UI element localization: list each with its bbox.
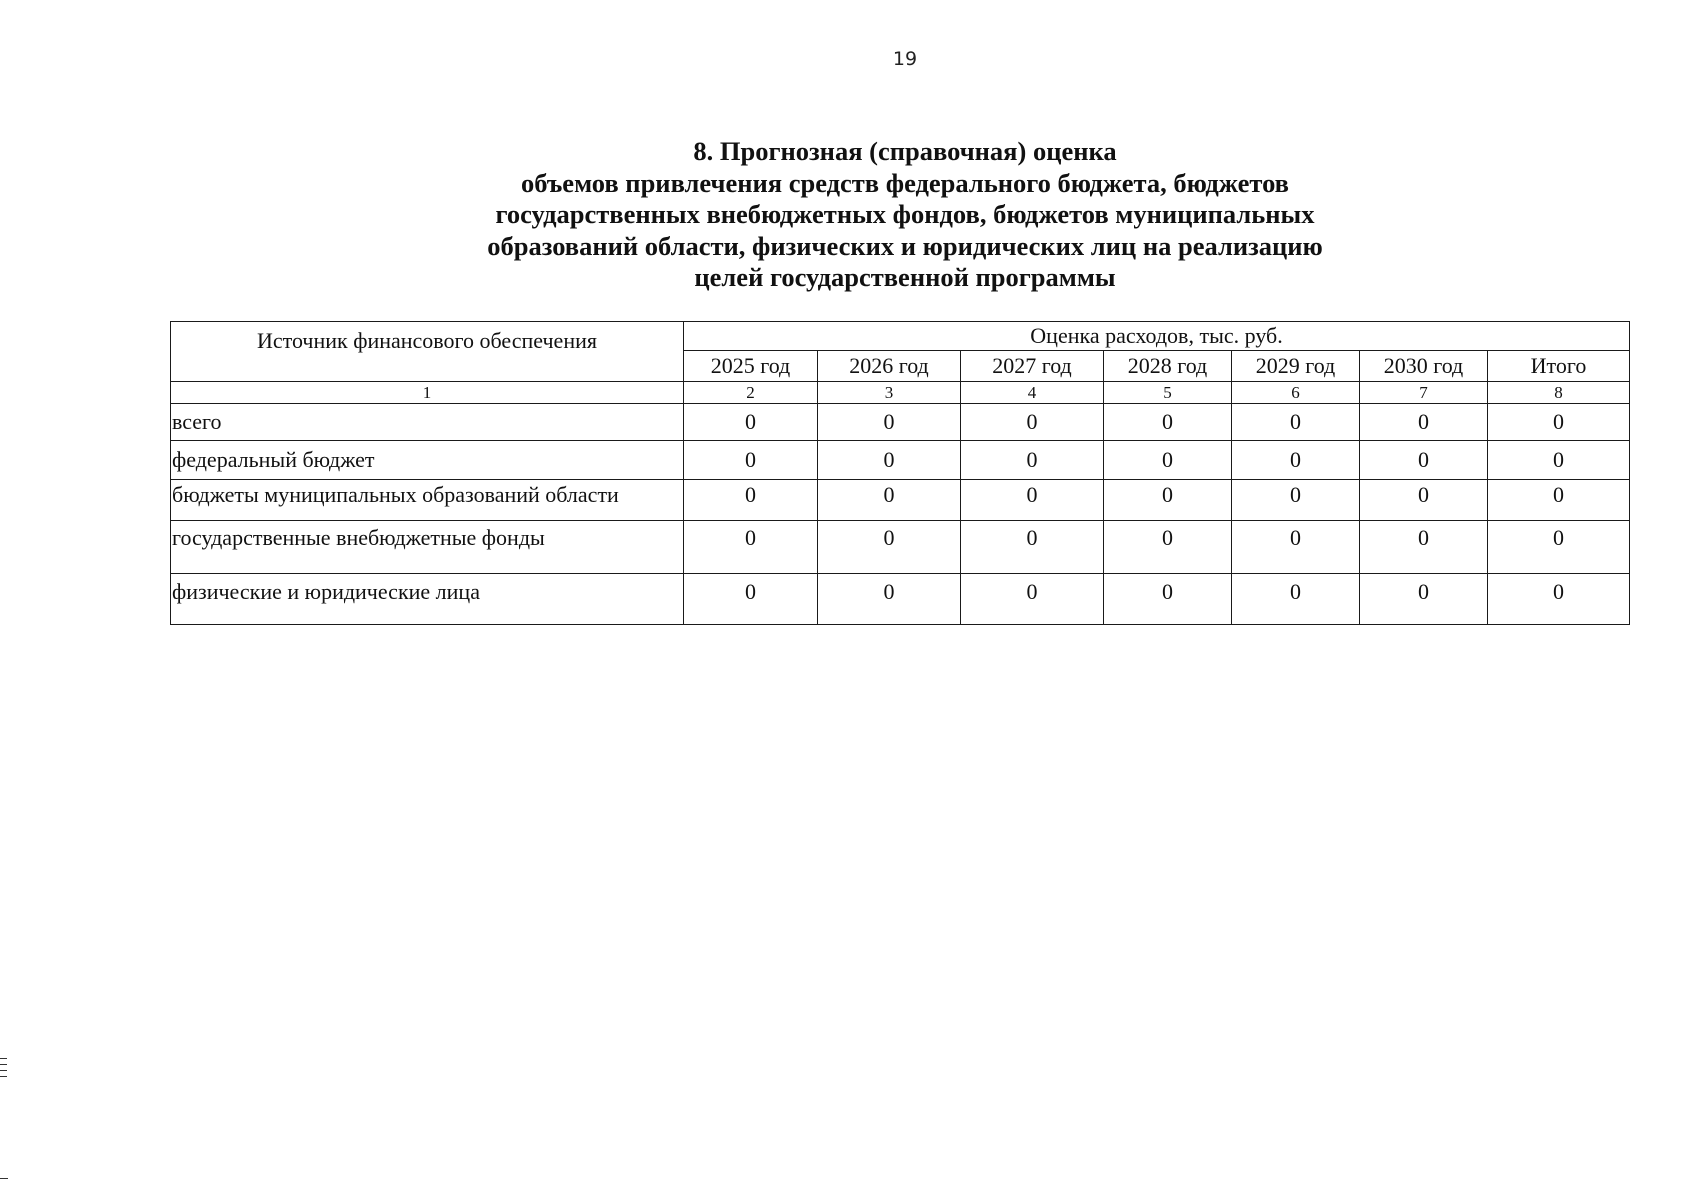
column-number: 5 bbox=[1104, 382, 1232, 404]
section-title bbox=[400, 136, 1410, 294]
table-cell: 0 bbox=[1488, 404, 1630, 441]
table-cell: 0 bbox=[1360, 574, 1488, 625]
table-row bbox=[171, 574, 1630, 625]
row-label: бюджеты муниципальных образований области bbox=[171, 480, 684, 521]
table-cell: 0 bbox=[1488, 480, 1630, 521]
title-line: государственных внебюджетных фондов, бюджетов муниципальных bbox=[495, 199, 1315, 229]
table-cell: 0 bbox=[818, 574, 961, 625]
table-cell: 0 bbox=[1232, 404, 1360, 441]
table-cell: 0 bbox=[1232, 480, 1360, 521]
title-line: объемов привлечения средств федерального бюджета, бюджетов bbox=[521, 167, 1289, 198]
table-row bbox=[171, 521, 1630, 574]
column-number: 3 bbox=[818, 382, 961, 404]
table-row bbox=[171, 404, 1630, 441]
source-column-header: Источник финансового обеспечения bbox=[171, 322, 684, 382]
table-cell: 0 bbox=[961, 441, 1104, 480]
table-cell: 0 bbox=[1360, 441, 1488, 480]
table-cell: 0 bbox=[1488, 441, 1630, 480]
row-label: государственные внебюджетные фонды bbox=[171, 521, 684, 574]
year-header-2027: 2027 год bbox=[961, 351, 1104, 382]
column-number: 7 bbox=[1360, 382, 1488, 404]
table-cell: 0 bbox=[961, 574, 1104, 625]
table-cell: 0 bbox=[961, 480, 1104, 521]
table-cell: 0 bbox=[684, 521, 818, 574]
table-cell: 0 bbox=[684, 404, 818, 441]
row-label: физические и юридические лица bbox=[171, 574, 684, 625]
title-line: целей государственной программы bbox=[694, 262, 1116, 292]
table-cell: 0 bbox=[684, 574, 818, 625]
column-number: 6 bbox=[1232, 382, 1360, 404]
column-number-row bbox=[171, 382, 1630, 404]
column-number: 8 bbox=[1488, 382, 1630, 404]
table-row bbox=[171, 480, 1630, 521]
year-header-2026: 2026 год bbox=[818, 351, 961, 382]
table-cell: 0 bbox=[818, 441, 961, 480]
title-line: образований области, физических и юридических лиц на реализацию bbox=[487, 230, 1323, 261]
scan-margin-marks bbox=[0, 1058, 8, 1082]
table-row bbox=[171, 441, 1630, 480]
column-number: 4 bbox=[961, 382, 1104, 404]
year-header-2029: 2029 год bbox=[1232, 351, 1360, 382]
row-label: федеральный бюджет bbox=[171, 441, 684, 480]
table-cell: 0 bbox=[1488, 574, 1630, 625]
table-cell: 0 bbox=[1104, 480, 1232, 521]
table-cell: 0 bbox=[1232, 441, 1360, 480]
title-line: 8. Прогнозная (справочная) оценка bbox=[693, 136, 1117, 166]
page-number: 19 bbox=[892, 48, 918, 70]
table-cell: 0 bbox=[684, 480, 818, 521]
table-cell: 0 bbox=[1104, 404, 1232, 441]
year-header-2025: 2025 год bbox=[684, 351, 818, 382]
table-cell: 0 bbox=[684, 441, 818, 480]
table-cell: 0 bbox=[1360, 521, 1488, 574]
table-cell: 0 bbox=[818, 480, 961, 521]
total-header: Итого bbox=[1488, 351, 1630, 382]
scan-margin-mark bbox=[0, 1178, 8, 1179]
table-cell: 0 bbox=[1232, 574, 1360, 625]
estimate-header: Оценка расходов, тыс. руб. bbox=[684, 322, 1630, 351]
table-cell: 0 bbox=[1360, 480, 1488, 521]
year-header-2028: 2028 год bbox=[1104, 351, 1232, 382]
year-header-2030: 2030 год bbox=[1360, 351, 1488, 382]
financing-table bbox=[170, 321, 1630, 625]
table-cell: 0 bbox=[1232, 521, 1360, 574]
table-cell: 0 bbox=[961, 404, 1104, 441]
column-number: 2 bbox=[684, 382, 818, 404]
table-cell: 0 bbox=[1104, 441, 1232, 480]
table-cell: 0 bbox=[818, 521, 961, 574]
table-cell: 0 bbox=[1104, 574, 1232, 625]
table-cell: 0 bbox=[1104, 521, 1232, 574]
table-cell: 0 bbox=[818, 404, 961, 441]
table-cell: 0 bbox=[961, 521, 1104, 574]
row-label: всего bbox=[171, 404, 684, 441]
column-number: 1 bbox=[171, 382, 684, 404]
table-cell: 0 bbox=[1360, 404, 1488, 441]
table-cell: 0 bbox=[1488, 521, 1630, 574]
